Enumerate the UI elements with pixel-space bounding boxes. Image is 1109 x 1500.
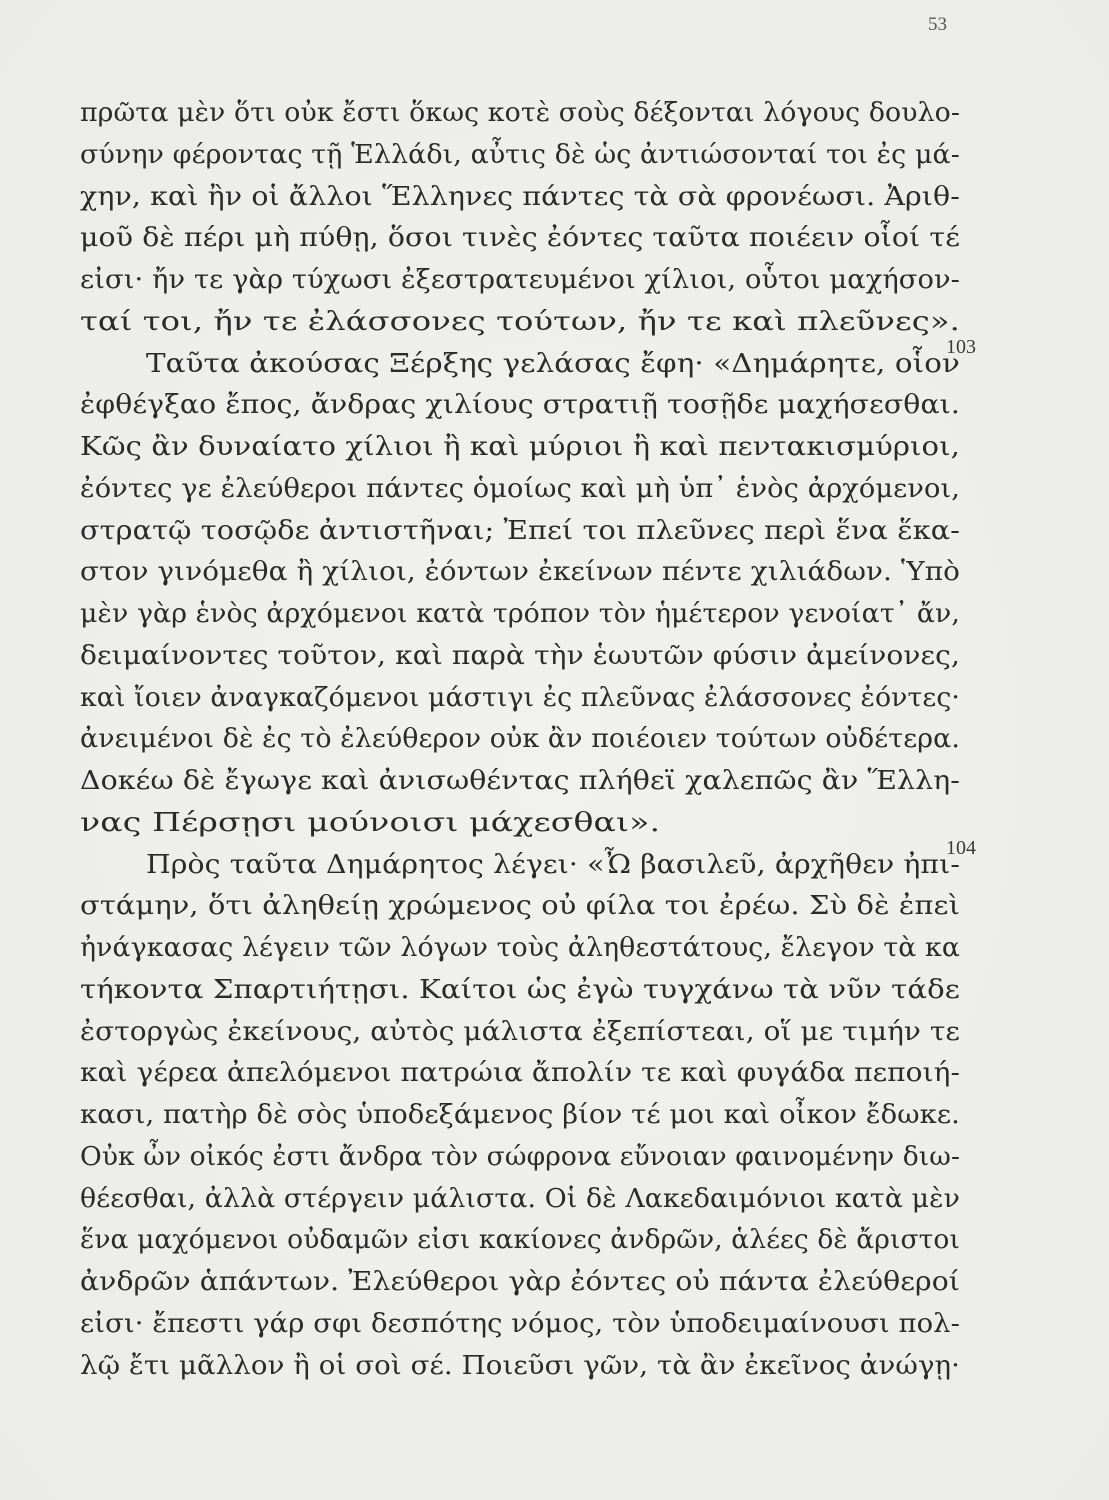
margin-section-number-103: 103 <box>946 336 976 358</box>
text-line: στρατῷ τοσῷδε ἀντιστῆναι; Ἐπεί τοι πλεῦνες περὶ ἕνα ἕκα- <box>80 514 961 546</box>
text-line: μοῦ δὲ πέρι μὴ πύθῃ, ὅσοι τινὲς ἐόντες ταῦτα ποιέειν οἷοί τέ <box>80 222 960 254</box>
text-line: ταί τοι, ἤν τε ἐλάσσονες τούτων, ἤν τε καὶ πλεῦνες». <box>80 305 961 337</box>
text-line: νας Πέρσῃσι μούνοισι μάχεσθαι». <box>80 806 661 838</box>
text-line: καὶ ἴοιεν ἀναγκαζόμενοι μάστιγι ἐς πλεῦνας ἐλάσσονες ἐόντες· <box>80 681 960 713</box>
text-line: ἀνδρῶν ἁπάντων. Ἐλεύθεροι γὰρ ἐόντες οὐ πάντα ἐλεύθεροί <box>80 1266 961 1297</box>
text-line: στάμην, ὅτι ἀληθείῃ χρώμενος οὐ φίλα τοι ἐρέω. Σὺ δὲ ἐπεὶ <box>80 890 961 922</box>
text-line: εἰσι· ἤν τε γὰρ τύχωσι ἐξεστρατευμένοι χίλιοι, οὗτοι μαχήσον- <box>80 264 960 295</box>
text-line: χην, καὶ ἢν οἱ ἄλλοι Ἕλληνες πάντες τὰ σὰ φρονέωσι. Ἀριθ- <box>80 180 960 212</box>
text-line: μὲν γὰρ ἑνὸς ἀρχόμενοι κατὰ τρόπον τὸν ἡμέτερον γενοίατ᾽ ἄν, <box>80 598 960 629</box>
text-line: πρῶτα μὲν ὅτι οὐκ ἔστι ὅκως κοτὲ σοὺς δέξονται λόγους δουλο- <box>80 97 960 128</box>
text-line: καὶ γέρεα ἀπελόμενοι πατρώια ἄπολίν τε καὶ φυγάδα πεποιή- <box>80 1057 960 1089</box>
text-line: Κῶς ἂν δυναίατο χίλιοι ἢ καὶ μύριοι ἢ καὶ πεντακισμύριοι, <box>80 431 960 462</box>
text-line: εἰσι· ἔπεστι γάρ σφι δεσπότης νόμος, τὸν ὑποδειμαίνουσι πολ- <box>80 1307 960 1339</box>
body-text <box>80 92 960 1386</box>
text-line: Οὐκ ὦν οἰκός ἐστι ἄνδρα τὸν σώφρονα εὔνοιαν φαινομένην διω- <box>80 1140 960 1172</box>
paragraph-start-line: Πρὸς ταῦτα Δημάρητος λέγει· «Ὦ βασιλεῦ, ἀρχῆθεν ἠπι- <box>146 848 960 880</box>
text-line: δειμαίνοντες τοῦτον, καὶ παρὰ τὴν ἑωυτῶν φύσιν ἀμείνονες, <box>80 639 961 671</box>
text-line: τήκοντα Σπαρτιήτῃσι. Καίτοι ὡς ἐγὼ τυγχάνω τὰ νῦν τάδε <box>80 973 960 1005</box>
text-line: κασι, πατὴρ δὲ σὸς ὑποδεξάμενος βίον τέ μοι καὶ οἶκον ἔδωκε. <box>80 1099 960 1130</box>
text-line: ἠνάγκασας λέγειν τῶν λόγων τοὺς ἀληθεστάτους, ἔλεγον τὰ κα <box>80 932 961 963</box>
paragraph-start-line: Ταῦτα ἀκούσας Ξέρξης γελάσας ἔφη· «Δημάρητε, οἷον <box>146 347 960 379</box>
text-line: θέεσθαι, ἀλλὰ στέργειν μάλιστα. Οἱ δὲ Λακεδαιμόνιοι κατὰ μὲν <box>80 1182 961 1214</box>
text-line: στον γινόμεθα ἢ χίλιοι, ἐόντων ἐκείνων πέντε χιλιάδων. Ὑπὸ <box>80 556 960 588</box>
text-line: ἐστοργὼς ἐκείνους, αὐτὸς μάλιστα ἐξεπίστεαι, οἵ με τιμήν τε <box>80 1015 960 1047</box>
page-number: 53 <box>928 14 947 35</box>
text-line: σύνην φέροντας τῇ Ἑλλάδι, αὖτις δὲ ὡς ἀντιώσονταί τοι ἐς μά- <box>80 138 961 170</box>
text-line: λῷ ἔτι μᾶλλον ἢ οἱ σοὶ σέ. Ποιεῦσι γῶν, τὰ ἂν ἐκεῖνος ἀνώγῃ· <box>80 1349 960 1381</box>
margin-section-number-104: 104 <box>946 837 976 859</box>
text-line: Δοκέω δὲ ἔγωγε καὶ ἀνισωθέντας πλήθεϊ χαλεπῶς ἂν Ἕλλη- <box>80 765 960 796</box>
text-line: ἕνα μαχόμενοι οὐδαμῶν εἰσι κακίονες ἀνδρῶν, ἁλέες δὲ ἄριστοι <box>80 1224 960 1256</box>
text-line: ἐφθέγξαο ἔπος, ἄνδρας χιλίους στρατιῇ τοσῇδε μαχήσεσθαι. <box>80 389 961 421</box>
text-line: ἐόντες γε ἐλεύθεροι πάντες ὁμοίως καὶ μὴ ὑπ᾽ ἑνὸς ἀρχόμενοι, <box>80 472 961 504</box>
text-line: ἀνειμένοι δὲ ἐς τὸ ἐλεύθερον οὐκ ἂν ποιέοιεν τούτων οὐδέτερα. <box>80 723 961 755</box>
